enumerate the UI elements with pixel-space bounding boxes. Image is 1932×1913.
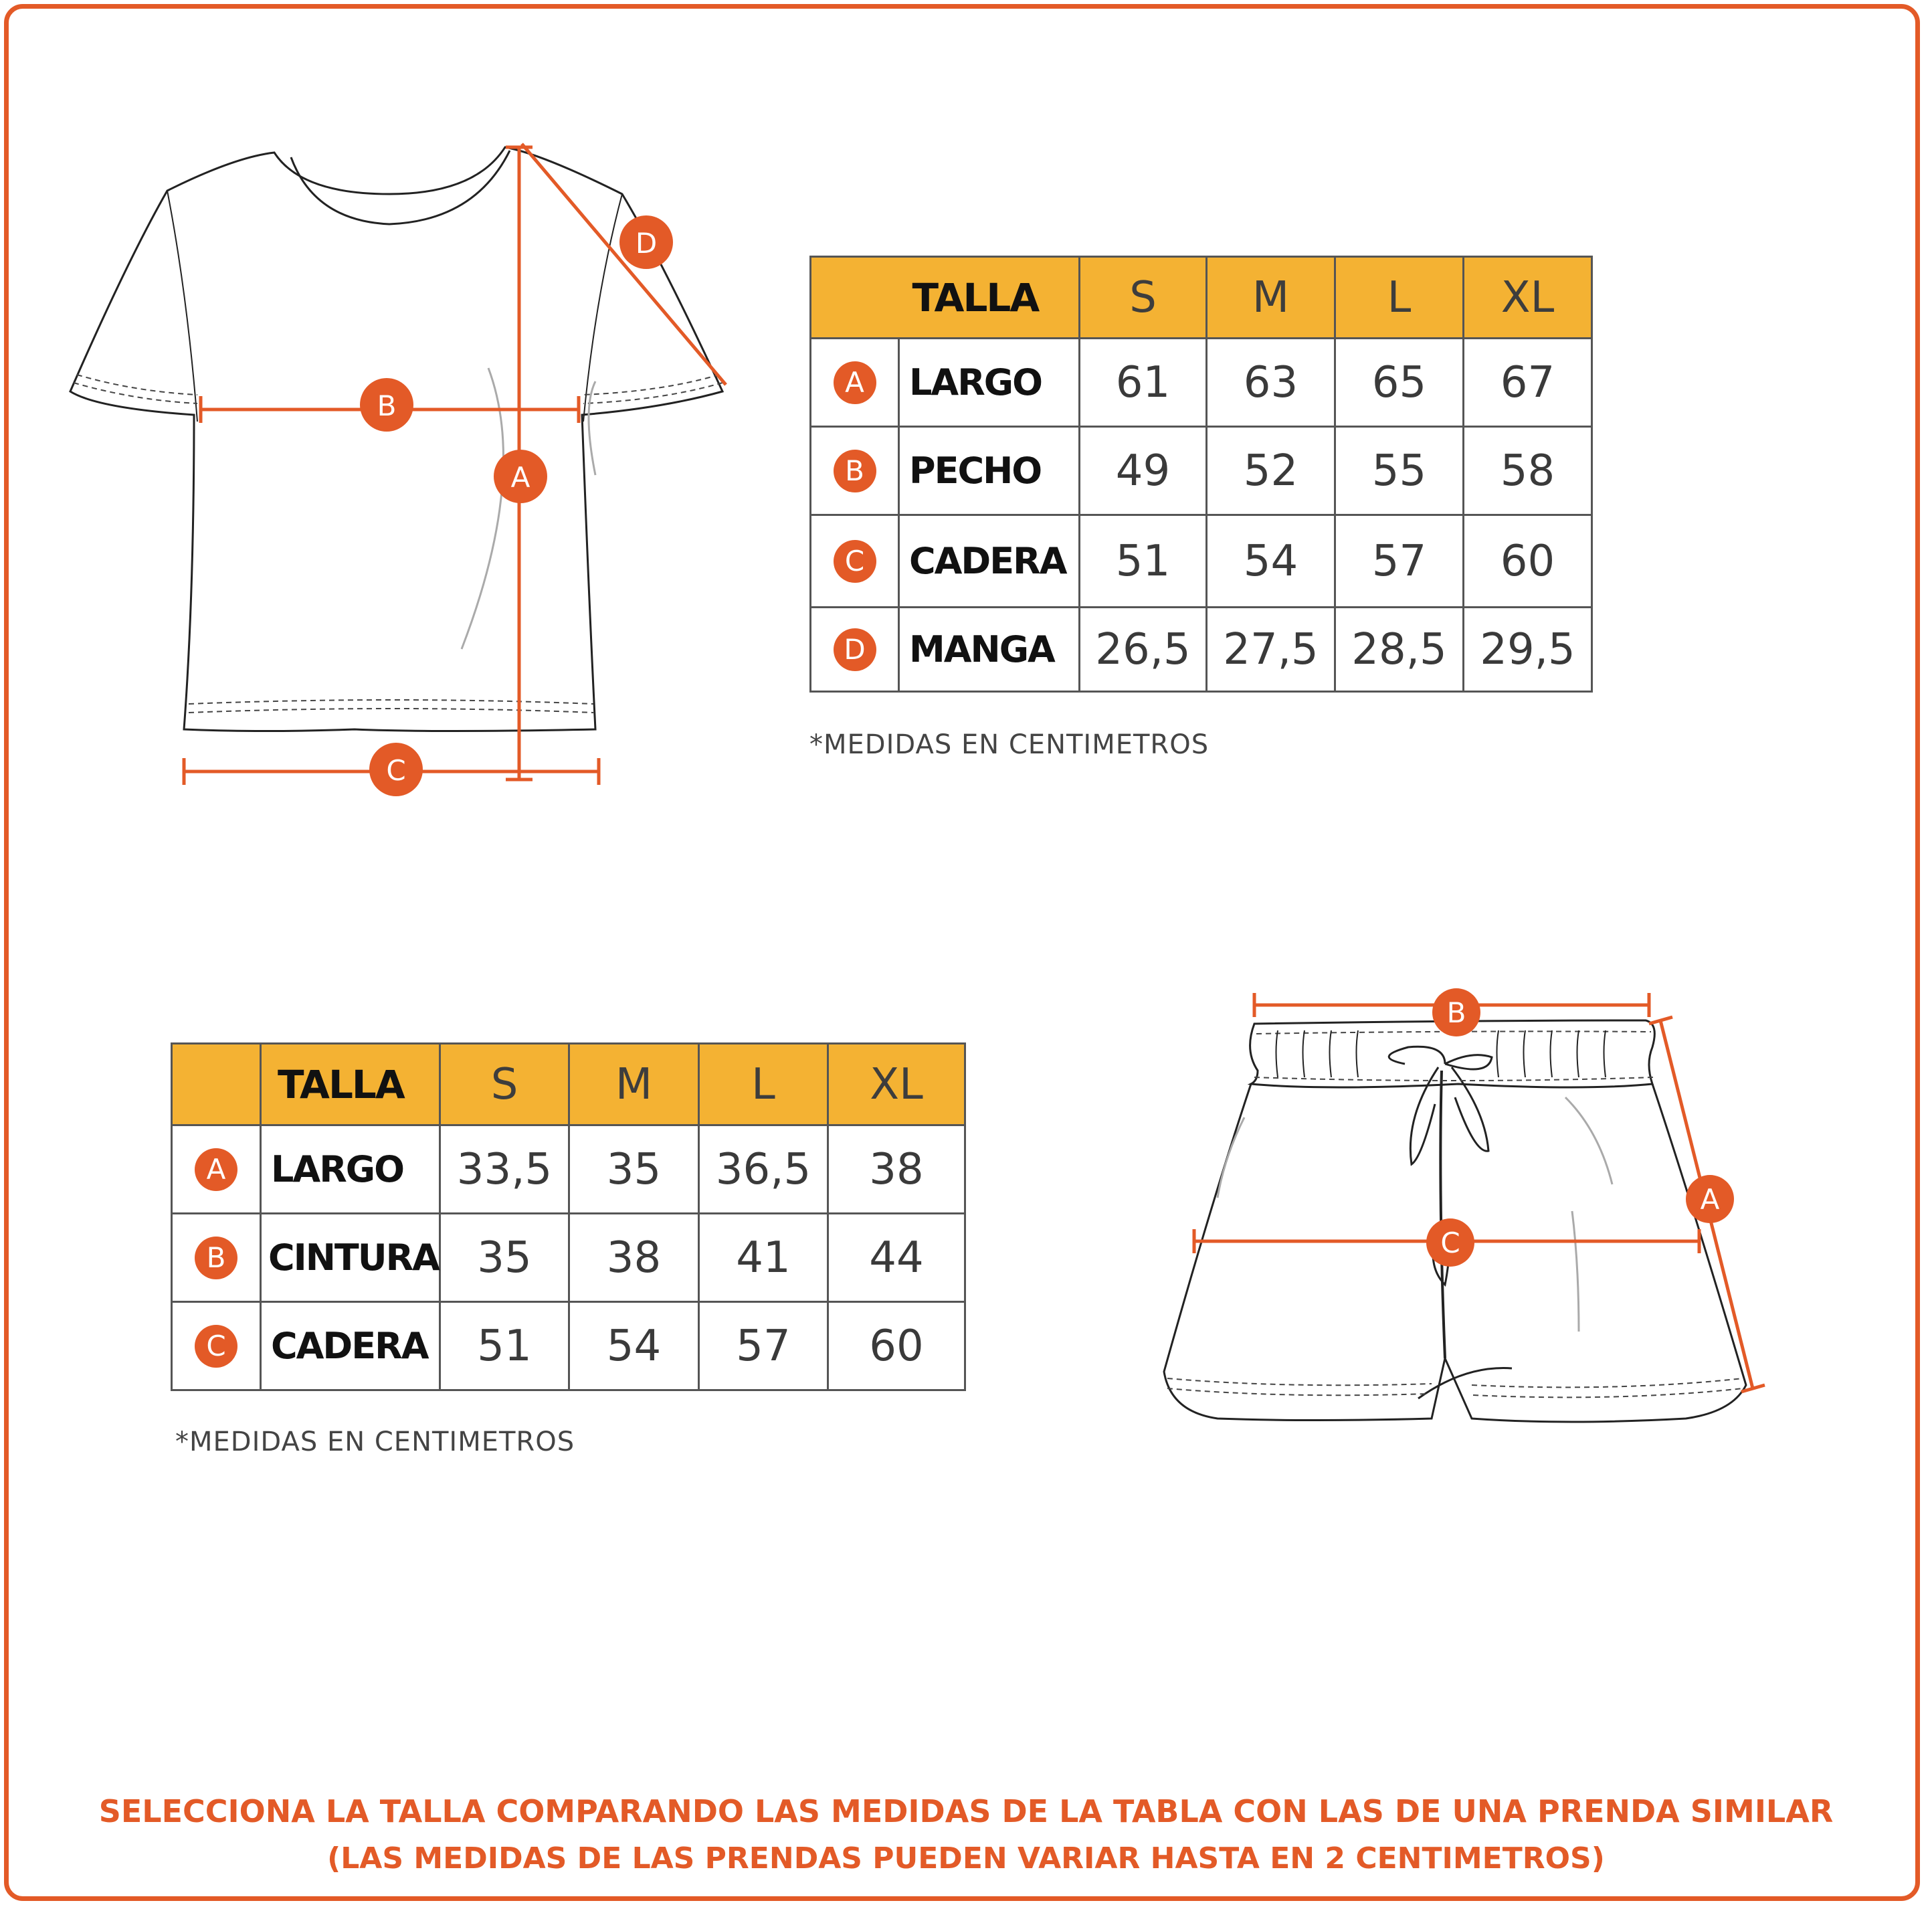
cell-value: 51 — [1080, 515, 1207, 608]
table-row — [811, 427, 1592, 515]
row-label: PECHO — [899, 427, 1080, 515]
cell-value: 44 — [828, 1214, 965, 1302]
cell-value: 49 — [1080, 427, 1207, 515]
header-size-l: L — [1335, 257, 1464, 339]
row-label: LARGO — [899, 339, 1080, 427]
cell-value: 38 — [828, 1125, 965, 1214]
cell-value: 35 — [569, 1125, 699, 1214]
cell-value: 27,5 — [1207, 608, 1335, 692]
cell-value: 54 — [1207, 515, 1335, 608]
marker-c: C — [386, 754, 406, 787]
table-row — [811, 608, 1592, 692]
header-size-m: M — [569, 1044, 699, 1125]
row-label: CADERA — [261, 1302, 440, 1390]
cell-value: 29,5 — [1464, 608, 1592, 692]
header-size-l: L — [699, 1044, 828, 1125]
footer-note: (LAS MEDIDAS DE LAS PRENDAS PUEDEN VARIAR HASTA EN 2 CENTIMETROS) — [327, 1841, 1605, 1876]
row-label: MANGA — [899, 608, 1080, 692]
cell-value: 26,5 — [1080, 608, 1207, 692]
row-label: CINTURA — [261, 1214, 440, 1302]
table-row — [172, 1302, 965, 1390]
header-talla: TALLA — [899, 257, 1080, 339]
row-marker: A — [834, 361, 876, 404]
row-marker: D — [834, 628, 876, 671]
table-header — [172, 1044, 965, 1125]
cell-value: 61 — [1080, 339, 1207, 427]
header-size-xl: XL — [828, 1044, 965, 1125]
cell-value: 58 — [1464, 427, 1592, 515]
header-talla: TALLA — [261, 1044, 440, 1125]
shorts-marker-c: C — [1440, 1226, 1460, 1259]
shirt-table-note: *MEDIDAS EN CENTIMETROS — [809, 729, 1210, 760]
table-row — [172, 1125, 965, 1214]
cell-value: 65 — [1335, 339, 1464, 427]
cell-value: 57 — [699, 1302, 828, 1390]
cell-value: 41 — [699, 1214, 828, 1302]
shorts-marker-b: B — [1446, 996, 1466, 1029]
shorts-diagram — [1151, 984, 1779, 1465]
shorts-table-note: *MEDIDAS EN CENTIMETROS — [175, 1427, 575, 1457]
table-row — [811, 339, 1592, 427]
cell-value: 60 — [828, 1302, 965, 1390]
row-marker: C — [195, 1325, 237, 1368]
cell-value: 55 — [1335, 427, 1464, 515]
cell-value: 33,5 — [440, 1125, 569, 1214]
cell-value: 63 — [1207, 339, 1335, 427]
cell-value: 52 — [1207, 427, 1335, 515]
cell-value: 51 — [440, 1302, 569, 1390]
shorts-size-table — [171, 1042, 966, 1391]
cell-value: 36,5 — [699, 1125, 828, 1214]
cell-value: 54 — [569, 1302, 699, 1390]
tshirt-collar — [291, 151, 510, 224]
row-marker: C — [834, 540, 876, 583]
header-size-s: S — [440, 1044, 569, 1125]
cell-value: 38 — [569, 1214, 699, 1302]
cell-value: 67 — [1464, 339, 1592, 427]
tshirt-diagram — [60, 127, 769, 810]
footer-instruction: SELECCIONA LA TALLA COMPARANDO LAS MEDIDAS DE LA TABLA CON LAS DE UNA PRENDA SIMILAR — [98, 1793, 1834, 1829]
row-marker: B — [834, 450, 876, 492]
row-label: LARGO — [261, 1125, 440, 1214]
cell-value: 28,5 — [1335, 608, 1464, 692]
header-size-m: M — [1207, 257, 1335, 339]
cell-value: 35 — [440, 1214, 569, 1302]
cell-value: 57 — [1335, 515, 1464, 608]
marker-d: D — [635, 227, 658, 260]
table-row — [172, 1214, 965, 1302]
shirt-size-table — [809, 256, 1593, 693]
marker-a: A — [510, 461, 530, 494]
row-label: CADERA — [899, 515, 1080, 608]
row-marker: B — [195, 1237, 237, 1279]
measure-line-d — [522, 144, 726, 385]
shorts-marker-a: A — [1700, 1183, 1720, 1216]
marker-b: B — [377, 389, 397, 422]
header-size-xl: XL — [1464, 257, 1592, 339]
table-header — [811, 257, 1592, 339]
cell-value: 60 — [1464, 515, 1592, 608]
row-marker: A — [195, 1148, 237, 1191]
table-row — [811, 515, 1592, 608]
header-size-s: S — [1080, 257, 1207, 339]
